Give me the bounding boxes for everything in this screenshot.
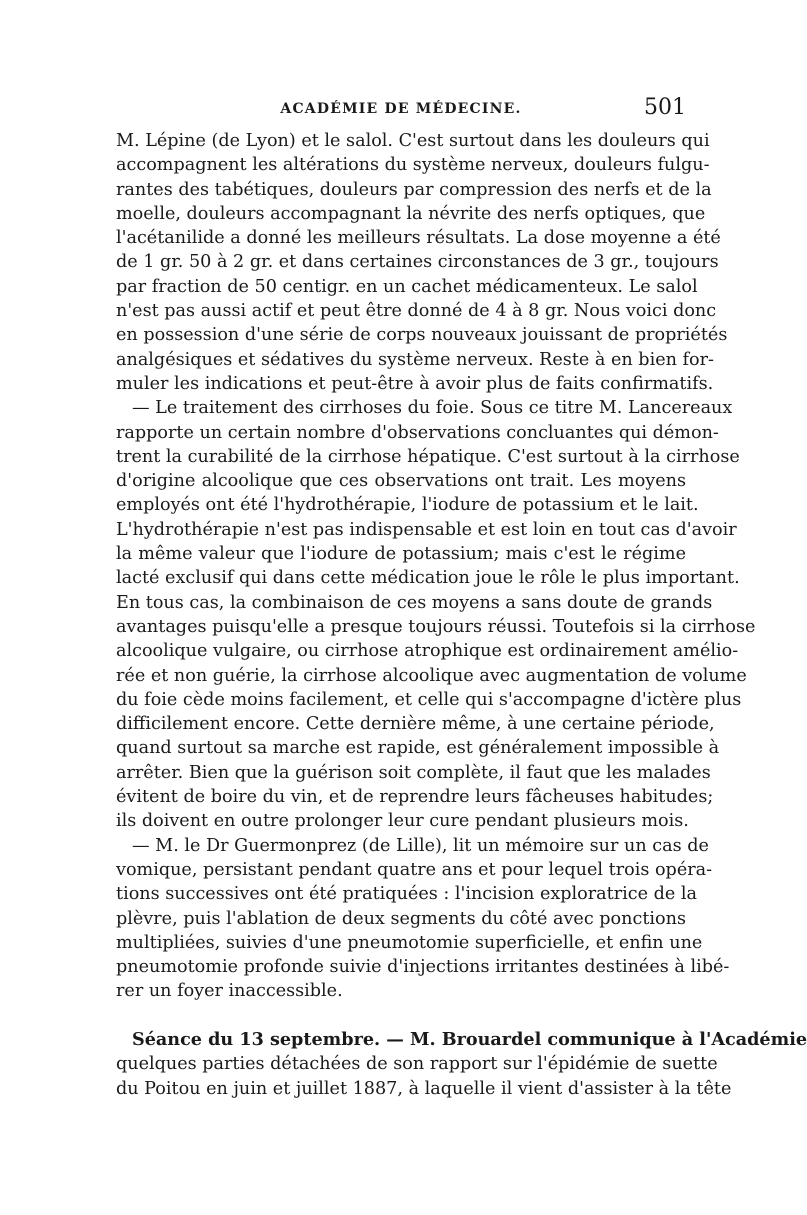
- text-line: En tous cas, la combinaison de ces moyens a sans doute de grands: [116, 592, 713, 613]
- text-line: employés ont été l'hydrothérapie, l'iodure de potassium et le lait.: [116, 495, 699, 516]
- text-line: quand surtout sa marche est rapide, est généralement impossible à: [116, 738, 720, 759]
- page-number: 501: [644, 95, 686, 120]
- text-line: rantes des tabétiques, douleurs par compression des nerfs et de la: [116, 179, 712, 200]
- text-line: quelques parties détachées de son rapport sur l'épidémie de suette: [116, 1054, 718, 1075]
- running-title: ACADÉMIE DE MÉDECINE.: [280, 101, 522, 117]
- text-line: trent la curabilité de la cirrhose hépatique. C'est surtout à la cirrhose: [116, 446, 740, 467]
- text-line: multipliées, suivies d'une pneumotomie superficielle, et enfin une: [116, 932, 703, 953]
- text-line: rée et non guérie, la cirrhose alcoolique avec augmentation de volume: [116, 665, 747, 686]
- text-line: évitent de boire du vin, et de reprendre leurs fâcheuses habitudes;: [116, 787, 714, 808]
- text-line: lacté exclusif qui dans cette médication joue le rôle le plus important.: [116, 568, 740, 589]
- text-line: accompagnent les altérations du système nerveux, douleurs fulgu-: [116, 155, 710, 176]
- text-line: n'est pas aussi actif et peut être donné de 4 à 8 gr. Nous voici donc: [116, 301, 717, 322]
- text-line: pneumotomie profonde suivie d'injections irritantes destinées à libé-: [116, 957, 730, 978]
- text-line: — M. le Dr Guermonprez (de Lille), lit un mémoire sur un cas de: [132, 835, 709, 856]
- running-head: [116, 95, 686, 123]
- text-line: de 1 gr. 50 à 2 gr. et dans certaines circonstances de 3 gr., toujours: [116, 252, 719, 273]
- text-line: M. Lépine (de Lyon) et le salol. C'est surtout dans les douleurs qui: [116, 131, 710, 151]
- text-line: d'origine alcoolique que ces observations ont trait. Les moyens: [116, 471, 686, 492]
- text-line: rapporte un certain nombre d'observations concluantes qui démon-: [116, 422, 719, 443]
- text-line: vomique, persistant pendant quatre ans et pour lequel trois opéra-: [116, 859, 713, 880]
- text-line: plèvre, puis l'ablation de deux segments du côté avec ponctions: [116, 908, 686, 929]
- text-line: analgésiques et sédatives du système nerveux. Reste à en bien for-: [116, 349, 714, 370]
- text-line: ils doivent en outre prolonger leur cure pendant plusieurs mois.: [116, 811, 689, 832]
- text-line: la même valeur que l'iodure de potassium; mais c'est le régime: [116, 544, 686, 565]
- text-line: en possession d'une série de corps nouveaux jouissant de propriétés: [116, 325, 728, 346]
- text-line: difficilement encore. Cette dernière même, à une certaine période,: [116, 714, 715, 735]
- text-line: par fraction de 50 centigr. en un cachet médicamenteux. Le salol: [116, 276, 698, 297]
- text-line: rer un foyer inaccessible.: [116, 981, 343, 1002]
- text-line: muler les indications et peut-être à avoir plus de faits confirmatifs.: [116, 373, 714, 394]
- seance-heading-line: Séance du 13 septembre. — M. Brouardel communique à l'Académie: [132, 1028, 807, 1050]
- text-line: avantages puisqu'elle a presque toujours réussi. Toutefois si la cirrhose: [116, 616, 756, 637]
- text-line: alcoolique vulgaire, ou cirrhose atrophique est ordinairement amélio-: [116, 641, 739, 662]
- text-line: L'hydrothérapie n'est pas indispensable et est loin en tout cas d'avoir: [116, 519, 737, 540]
- bleed-through-gap: [116, 1004, 686, 1028]
- text-line: — Le traitement des cirrhoses du foie. Sous ce titre M. Lancereaux: [132, 398, 733, 419]
- text-line: moelle, douleurs accompagnant la névrite des nerfs optiques, que: [116, 203, 706, 224]
- text-line: l'acétanilide a donné les meilleurs résultats. La dose moyenne a été: [116, 228, 721, 249]
- body-text: [116, 129, 807, 1101]
- text-line: arrêter. Bien que la guérison soit complète, il faut que les malades: [116, 762, 711, 783]
- text-line: tions successives ont été pratiquées : l'incision exploratrice de la: [116, 884, 698, 905]
- text-line: du Poitou en juin et juillet 1887, à laquelle il vient d'assister à la tête: [116, 1078, 732, 1099]
- text-line: du foie cède moins facilement, et celle qui s'accompagne d'ictère plus: [116, 689, 742, 710]
